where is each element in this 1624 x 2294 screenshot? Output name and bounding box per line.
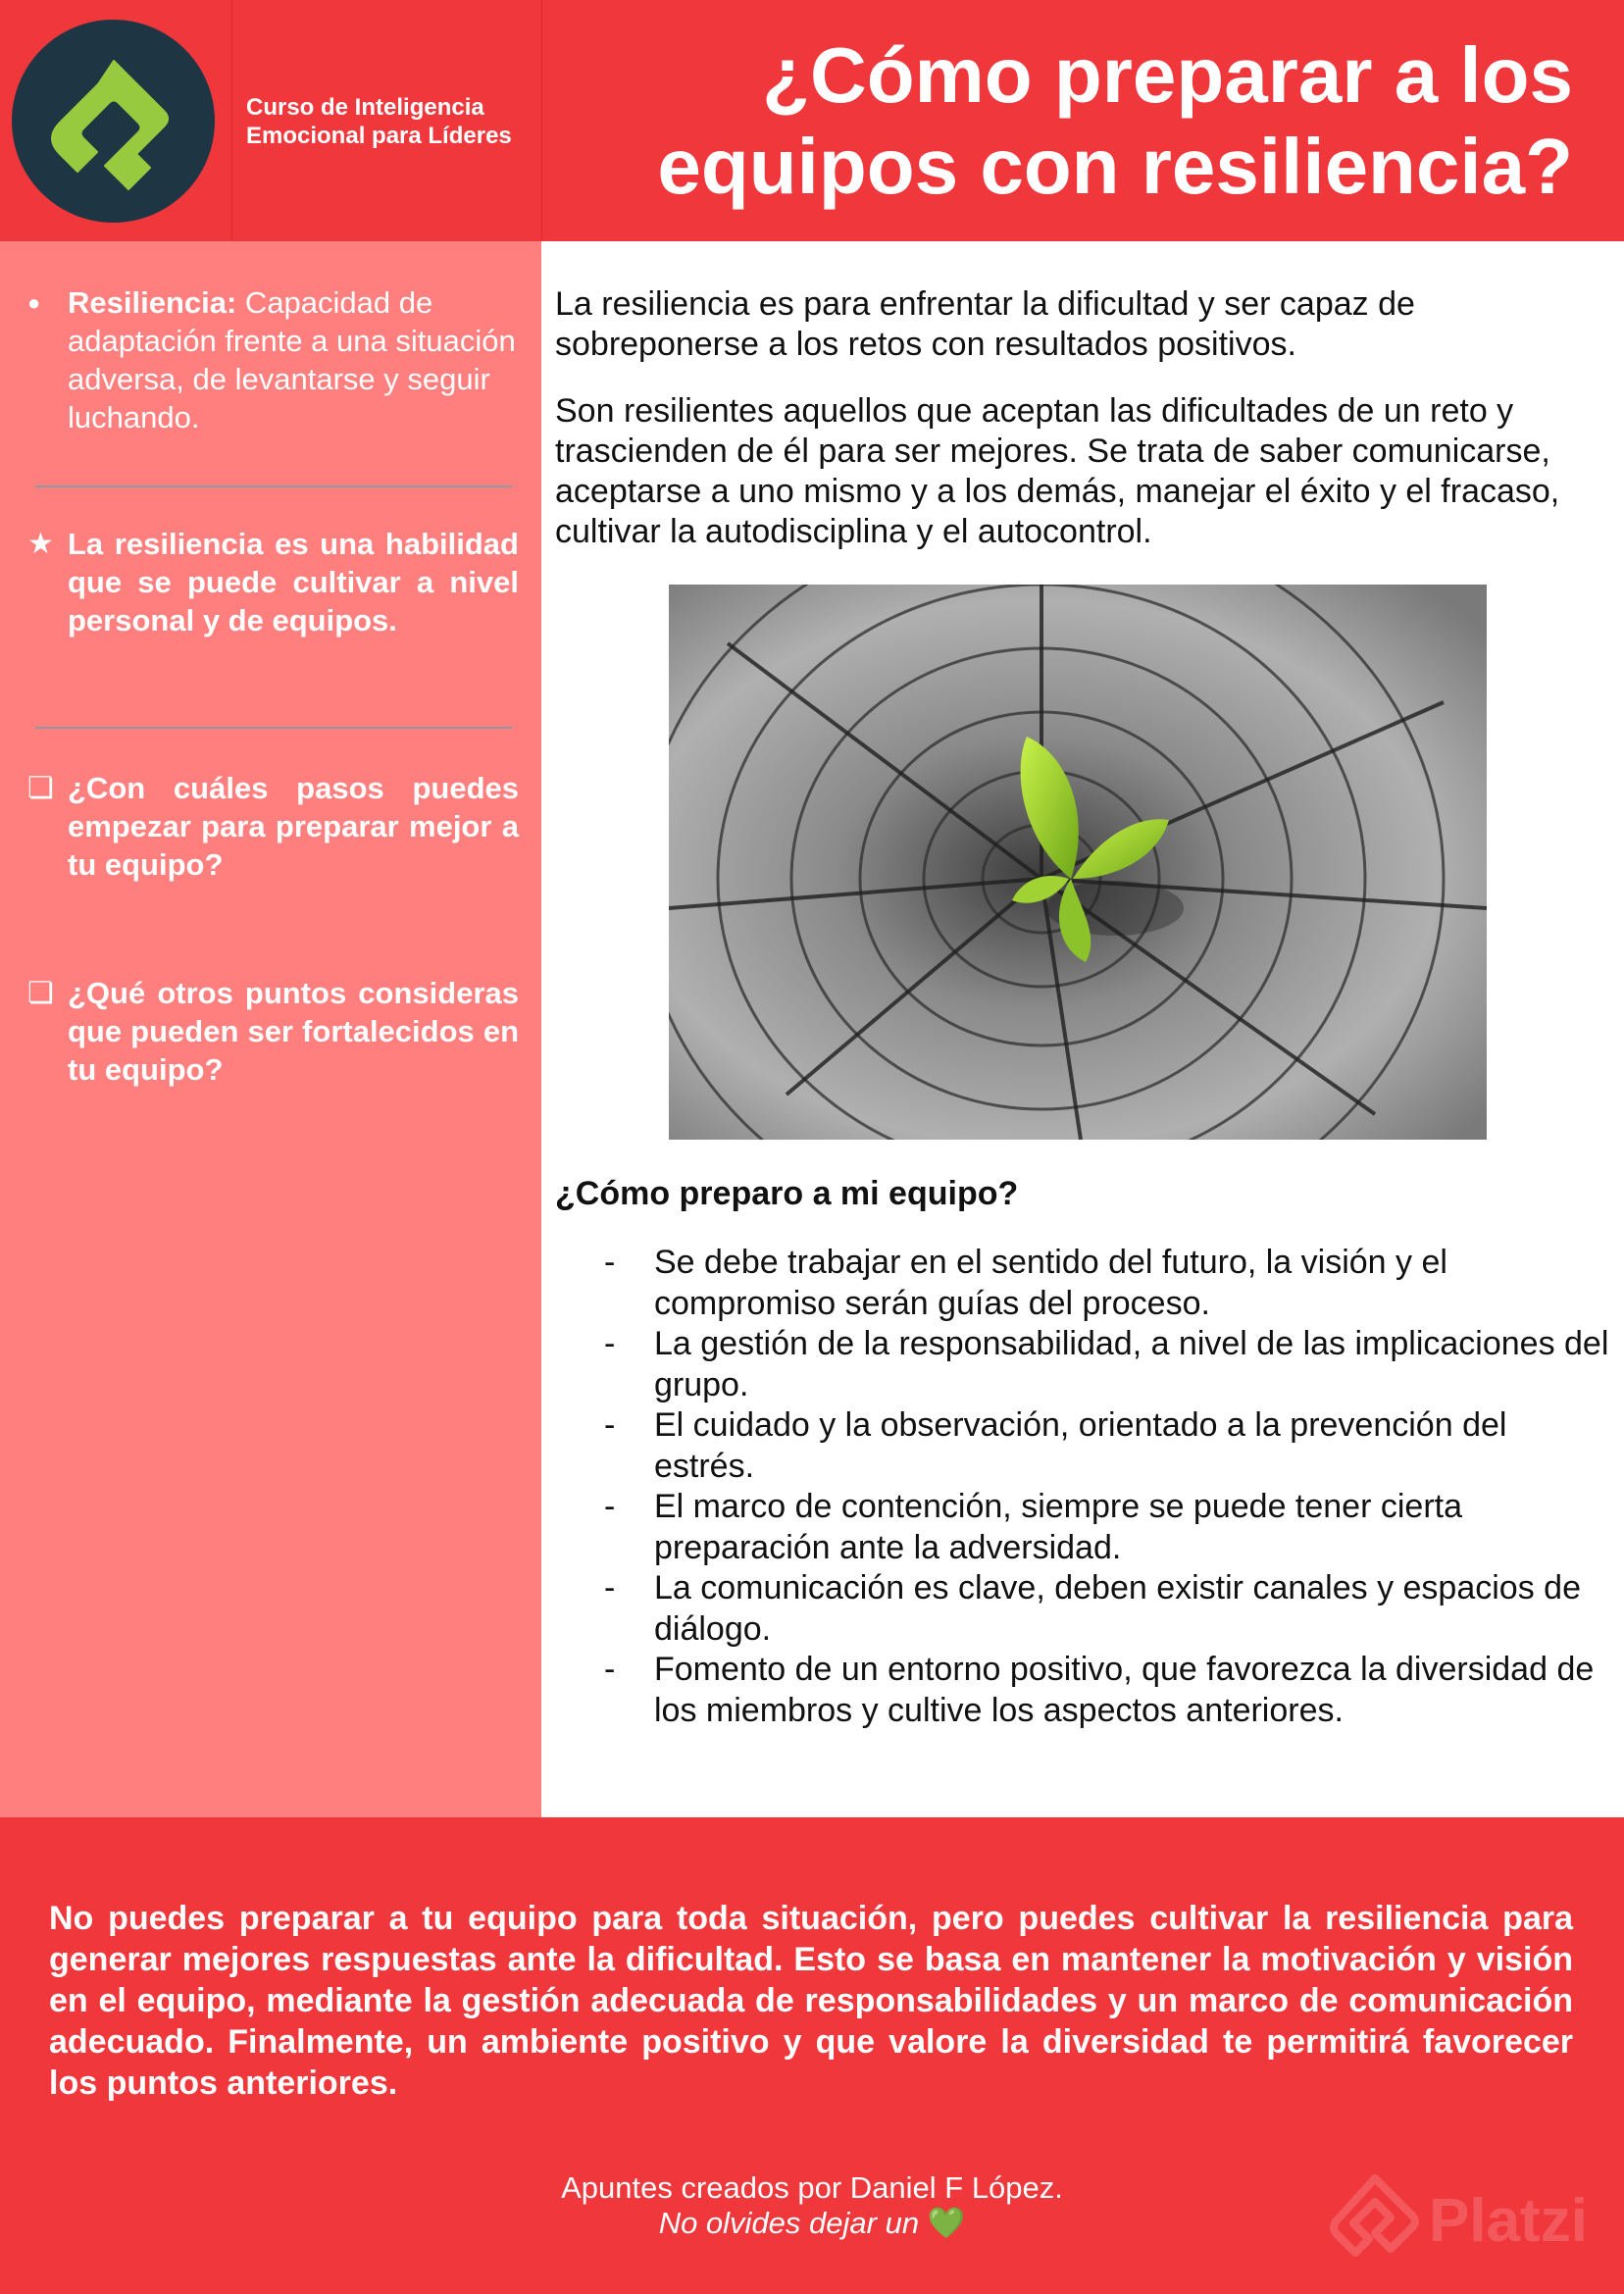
list-item-text: La gestión de la responsabilidad, a nivel de las implicaciones del grupo.	[654, 1325, 1609, 1403]
summary-paragraph: No puedes preparar a tu equipo para toda situación, pero puedes cultivar la resiliencia para generar mejores respuestas ante la dificultad. Esto se basa en mantener la motivación y visión en el equipo, mediante la gestión adecuada de responsabilidades y un marco de comunicación adecuado. Finalmente, un ambiente positivo y que valore la diversidad te permitirá favorecer los puntos anteriores.	[49, 1900, 1573, 2102]
definition-item	[68, 283, 519, 436]
reminder-text: No olvides dejar un	[658, 2206, 920, 2240]
course-name: Curso de Inteligencia Emocional para Líderes	[246, 94, 512, 149]
logo-cell	[0, 0, 232, 241]
list-dash: -	[604, 1406, 616, 1444]
watermark-text: Platzi	[1429, 2187, 1588, 2255]
author-credit: Apuntes creados por Daniel F López.	[561, 2170, 1063, 2205]
list-dash: -	[604, 1569, 616, 1606]
list-item-text: Fomento de un entorno positivo, que favorezca la diversidad de los miembros y cultive los aspectos anteriores.	[654, 1651, 1595, 1729]
divider	[35, 727, 512, 729]
description-paragraph: Son resilientes aquellos que aceptan las dificultades de un reto y trascienden de él para ser mejores. Se trata de saber comunicarse, aceptarse a uno mismo y a los demás, manejar el éxito y el fracaso, cultivar la autodisciplina y el autocontrol.	[555, 392, 1560, 550]
list-item	[555, 1487, 1614, 1568]
definition-text: Capacidad de adaptación frente a una situación adversa, de levantarse y seguir luchando.	[68, 285, 516, 434]
list-item	[555, 1650, 1614, 1731]
list-item-text: Se debe trabajar en el sentido del futuro, la visión y el compromiso serán guías del proceso.	[654, 1244, 1447, 1322]
sidebar	[0, 241, 541, 1817]
intro-paragraph: La resiliencia es para enfrentar la dificultad y ser capaz de sobreponerse a los retos con resultados positivos.	[555, 285, 1415, 363]
checkbox-icon: ❏	[27, 772, 54, 804]
tree-stump-sprout-image	[669, 585, 1487, 1140]
list-dash: -	[604, 1488, 616, 1525]
platzi-watermark	[1326, 2170, 1610, 2269]
course-cell	[232, 0, 542, 241]
reflection-question: ¿Qué otros puntos consideras que pueden ser fortalecidos en tu equipo?	[68, 976, 519, 1087]
list-dash: -	[604, 1651, 616, 1688]
definition-term: Resiliencia:	[68, 285, 237, 320]
section-heading: ¿Cómo preparo a mi equipo?	[555, 1175, 1019, 1212]
checkbox-icon: ❏	[27, 977, 54, 1009]
bullet-icon: ●	[27, 290, 41, 315]
platzi-watermark-icon	[1326, 2170, 1424, 2269]
green-heart-icon: 💚	[927, 2206, 966, 2240]
star-icon: ★	[27, 528, 54, 560]
platzi-logo-icon	[12, 20, 215, 223]
key-statement: La resiliencia es una habilidad que se puede cultivar a nivel personal y de equipos.	[68, 527, 519, 637]
list-item-text: El marco de contención, siempre se puede tener cierta preparación ante la adversidad.	[654, 1488, 1463, 1566]
list-item	[555, 1568, 1614, 1650]
list-dash: -	[604, 1325, 616, 1362]
divider	[35, 485, 512, 487]
steps-list	[555, 1243, 1614, 1731]
page-title: ¿Cómo preparar a los equipos con resiliencia?	[657, 31, 1573, 210]
list-item	[555, 1243, 1614, 1324]
list-item-text: El cuidado y la observación, orientado a la prevención del estrés.	[654, 1406, 1507, 1485]
list-dash: -	[604, 1244, 616, 1281]
reflection-question: ¿Con cuáles pasos puedes empezar para preparar mejor a tu equipo?	[68, 771, 519, 882]
list-item-text: La comunicación es clave, deben existir canales y espacios de diálogo.	[654, 1569, 1581, 1648]
list-item	[555, 1405, 1614, 1487]
footer-summary-section	[0, 1817, 1624, 2294]
list-item	[555, 1324, 1614, 1405]
header-banner	[0, 0, 1624, 241]
